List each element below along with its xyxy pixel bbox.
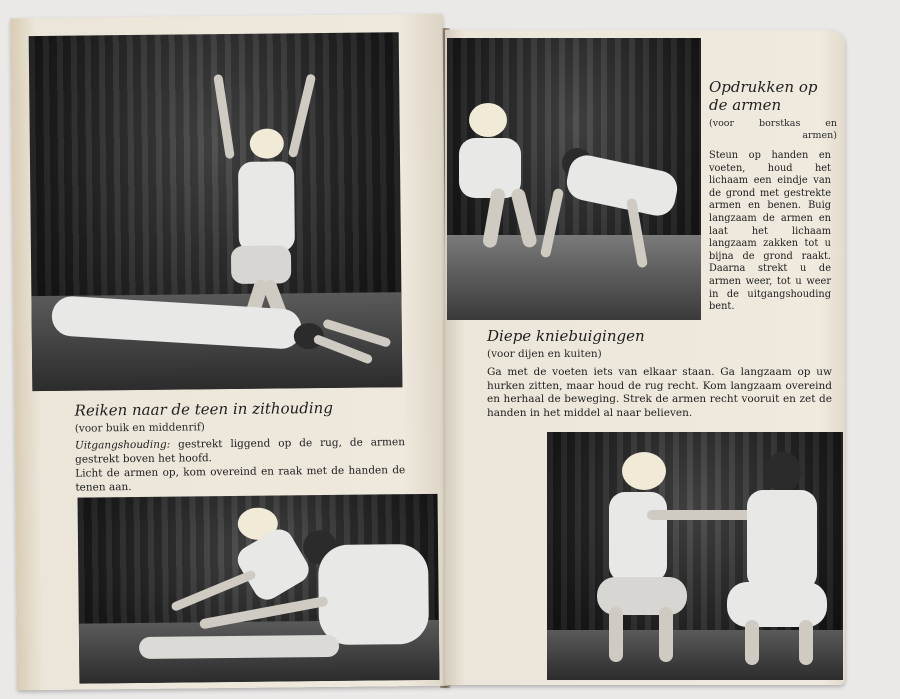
photo-seated-toe-reach xyxy=(78,494,440,684)
photo-lying-stretch xyxy=(29,32,403,391)
figure-arms-forward xyxy=(647,510,757,520)
figure-torso-man xyxy=(318,544,429,645)
exercise-title-knee-bend: Diepe kniebuigingen xyxy=(487,327,645,345)
figure-hair xyxy=(469,103,507,137)
right-page xyxy=(445,30,845,685)
photo-push-up xyxy=(447,38,701,320)
exercise-subtitle-toe-reach: (voor buik en middenrif) xyxy=(74,421,205,435)
photo-floor xyxy=(447,235,701,320)
figure-leg xyxy=(609,607,623,662)
figure-hair xyxy=(622,452,666,490)
start-position-label: Uitgangshouding: xyxy=(74,438,171,452)
photo-deep-knee-bend xyxy=(547,432,843,680)
exercise-instruction-toe-reach: Licht de armen op, kom overeind en raak met de handen de tenen aan. xyxy=(75,464,406,494)
push-up-subtitle-line1: (voor borstkas en xyxy=(709,118,837,129)
exercise-title-toe-reach: Reiken naar de teen in zithouding xyxy=(74,398,333,420)
push-up-title-line2: de armen xyxy=(709,96,782,114)
start-position-text: gestrekt liggend op de rug, de armen gestrekt boven het hoofd. xyxy=(75,436,406,466)
figure-torso xyxy=(238,161,295,252)
figure-torso-man xyxy=(747,490,817,590)
exercise-title-push-up xyxy=(709,78,839,114)
exercise-text-knee-bend: Ga met de voeten iets van elkaar staan. Ga langzaam op uw hurken zitten, maar houd de rug recht. Kom langzaam overeind en herhaal de beweging. Strek de armen recht vooruit en zet de handen in het middel al naar believen. xyxy=(487,366,832,419)
figure-legs xyxy=(139,635,339,659)
left-page xyxy=(10,14,449,690)
figure-leg xyxy=(745,620,759,665)
exercise-subtitle-push-up xyxy=(709,118,837,142)
figure-torso xyxy=(609,492,667,582)
figure-leg xyxy=(799,620,813,665)
figure-legs-man xyxy=(727,582,827,627)
exercise-text-push-up: Steun op handen en voeten, houd het lichaam een eindje van de grond met gestrekte armen en benen. Buig langzaam de armen en laat het lichaam langzaam zakken tot u bijna de grond raakt. Daarna strekt u de armen weer, tot u weer in de uitgangshouding bent. xyxy=(709,150,831,313)
figure-leg xyxy=(659,607,673,662)
figure-torso xyxy=(459,138,521,198)
exercise-subtitle-knee-bend: (voor dijen en kuiten) xyxy=(487,348,602,360)
figure-head xyxy=(765,452,801,492)
exercise-start-position xyxy=(75,436,405,466)
figure-shorts xyxy=(231,245,291,284)
push-up-subtitle-line2: armen) xyxy=(802,130,837,141)
push-up-title-line1: Opdrukken op xyxy=(709,78,818,96)
